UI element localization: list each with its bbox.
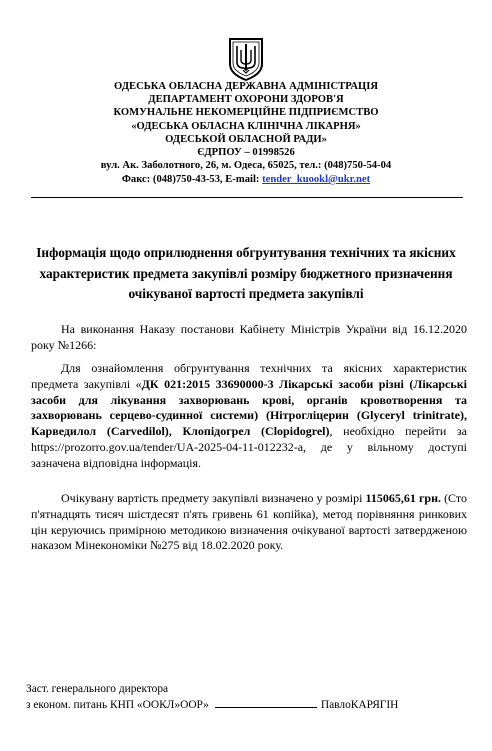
para3-rest: (Сто п'ятнадцять тисяч шістдесят п'ять гривень 61 копійка), метод порівняння ринкових цін керуючись примірною методикою визначення очікуваної вартості затвердженою наказом Мінекономіки №275 від 18.02.2020 року. <box>31 491 467 553</box>
paragraph-procurement-subject <box>31 361 467 472</box>
header-contacts <box>0 173 492 187</box>
email-link[interactable]: tender_kuookl@ukr.net <box>262 174 371 185</box>
header-department: ДЕПАРТАМЕНТ ОХОРОНИ ЗДОРОВ'Я <box>148 94 344 105</box>
coat-of-arms-icon <box>227 36 265 82</box>
signatory-name: ПавлоКАРЯГІН <box>320 699 399 711</box>
paragraph-order: На виконання Наказу постанови Кабінету Міністрів України від 16.12.2020 року №1266: <box>31 322 467 352</box>
signature-block <box>26 697 398 713</box>
header-hospital-name: «ОДЕСЬКА ОБЛАСНА КЛІНІЧНА ЛІКАРНЯ» <box>131 121 361 132</box>
expected-cost-amount: 115065,61 грн. <box>365 491 441 505</box>
paragraph-expected-cost <box>31 491 467 554</box>
para2-subject: ДК 021:2015 33690000-3 Лікарські засоби різні (Лікарські засоби для лікування захворювань крові, органів кровотворення та захворювань серцево-судинної системи) (Нітрогліцерин (Glyceryl trinitrate), Карведилол (Carvedilol), Клопідогрел (Clopidogrel) <box>31 376 467 439</box>
para2-intro: Для ознайомлення обгрунтування технічних та якісних характеристик предмета закупівлі « <box>31 361 467 391</box>
header-administration: ОДЕСЬКА ОБЛАСНА ДЕРЖАВНА АДМІНІСТРАЦІЯ <box>114 81 378 92</box>
signature-line <box>215 697 317 708</box>
para3-intro: Очікувану вартість предмету закупівлі визначено у розмірі <box>61 491 366 505</box>
header-divider <box>31 197 463 198</box>
header-enterprise-type: КОМУНАЛЬНЕ НЕКОМЕРЦІЙНЕ ПІДПРИЄМСТВО <box>113 107 379 118</box>
para2-link-text: , необхідно перейти за https://prozorro.gov.ua/tender/UA-2025-04-11-012232-а, де у вільному доступі зазначена відповідна інформація. <box>31 424 467 470</box>
fax-label: Факс: (048)750-43-53, E-mail: <box>121 174 263 185</box>
signature-position-line1: Заст. генерального директора <box>26 683 169 695</box>
header-address: вул. Ак. Заболотного, 26, м. Одеса, 65025, тел.: (048)750-54-04 <box>100 160 392 171</box>
header-council: ОДЕСЬКОЙ ОБЛАСНОЙ РАДИ» <box>165 134 327 145</box>
header-edrpou: ЄДРПОУ – 01998526 <box>197 147 295 158</box>
signature-position-line2: з економ. питань КНП «ООКЛ»ООР» <box>26 699 209 711</box>
document-title: Інформація щодо оприлюднення обгрунтування технічних та якісних характеристик предмета закупівлі розміру бюджетного призначення очікуваної вартості предмета закупівлі <box>36 245 456 301</box>
